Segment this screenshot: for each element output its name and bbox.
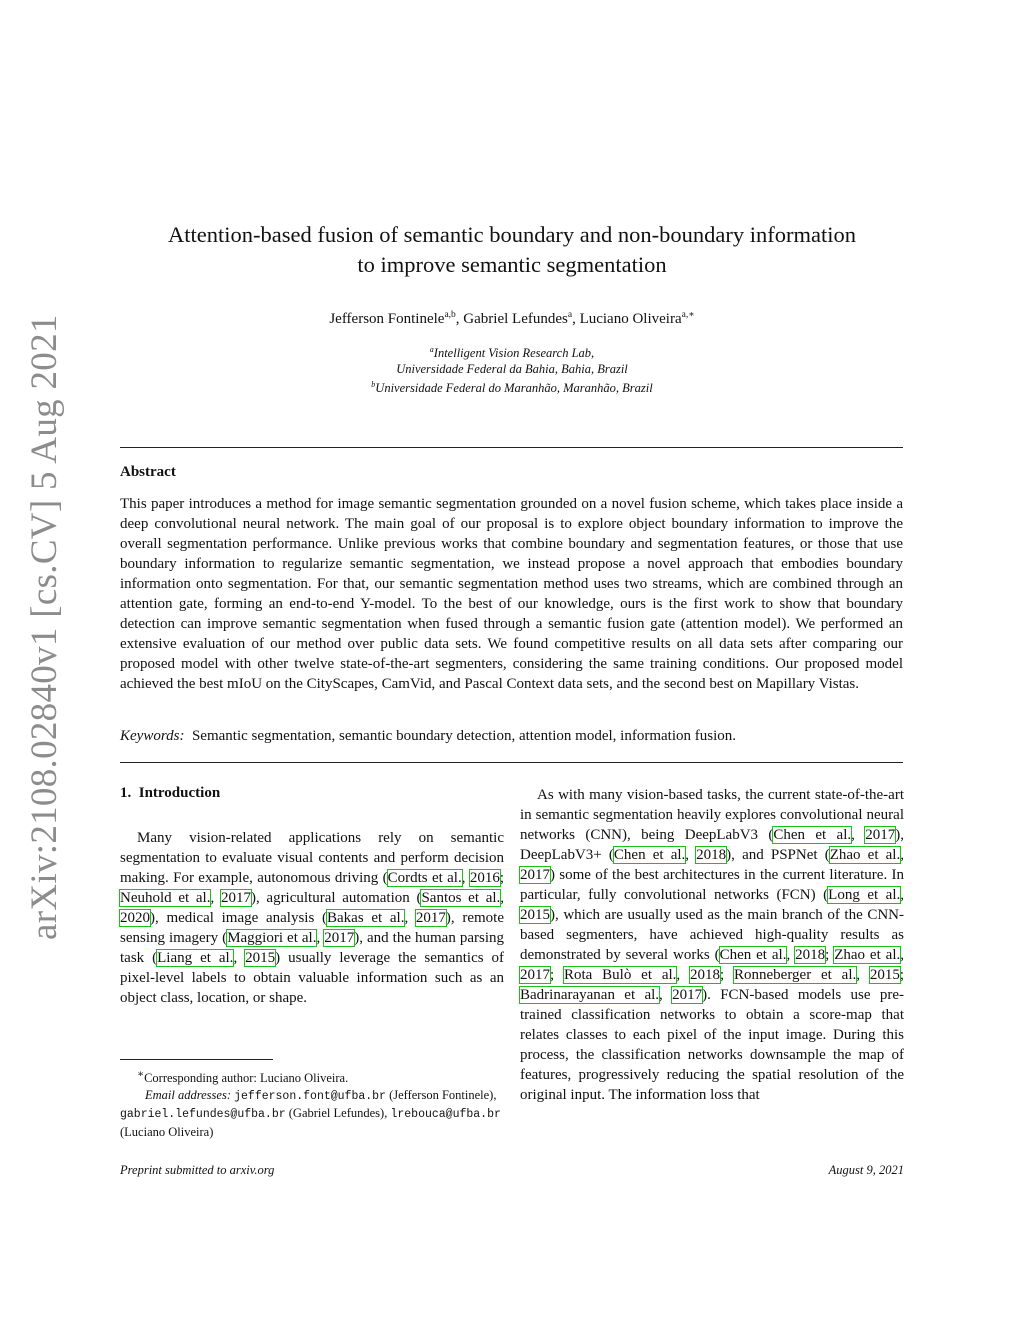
citation-link[interactable]: Ronneberger et al.	[734, 967, 857, 983]
keywords	[120, 726, 903, 746]
email-link[interactable]: jefferson.font@ufba.br	[234, 1089, 386, 1103]
footer-preprint: Preprint submitted to arxiv.org	[120, 1163, 275, 1177]
citation-link[interactable]: 2018	[696, 847, 727, 863]
citation-link[interactable]: 2015	[520, 907, 550, 923]
citation-link[interactable]: 2017	[520, 967, 550, 983]
arxiv-identifier: arXiv:2108.02840v1 [cs.CV] 5 Aug 2021	[24, 314, 65, 940]
footnotes	[120, 1067, 504, 1140]
keywords-label: Keywords:	[120, 728, 185, 744]
keywords-text: Semantic segmentation, semantic boundary detection, attention model, information fusion.	[191, 728, 736, 744]
citation-link[interactable]: Badrinarayanan et al.	[520, 987, 660, 1003]
citation-link[interactable]: Long et al.	[828, 887, 901, 903]
citation-link[interactable]: Maggiori et al.	[227, 930, 317, 946]
email-link[interactable]: gabriel.lefundes@ufba.br	[120, 1108, 286, 1122]
citation-link[interactable]: 2020	[120, 910, 150, 926]
citation-link[interactable]: Rota Bulò et al.	[564, 967, 677, 983]
citation-link[interactable]: Liang et al.	[157, 950, 234, 966]
title-line-1: Attention-based fusion of semantic boundary and non-boundary information	[168, 222, 856, 247]
author-affil-marker: a	[567, 310, 573, 320]
citation-link[interactable]: 2018	[795, 947, 826, 963]
author-name: Jefferson Fontinele	[329, 311, 445, 327]
affiliations: $^a$Intelligent Vision Research Lab, Universidade Federal da Bahia, Bahia, Brazil $^b$Universidade Federal do Maranhão, Maranhão, Brazil	[120, 342, 904, 396]
section-title: Introduction	[138, 785, 221, 801]
citation-link[interactable]: Chen et al.	[719, 947, 787, 963]
abstract-text: This paper introduces a method for image semantic segmentation grounded on a novel fusion scheme, which takes place inside a deep convolutional neural network. The main goal of our proposal is to explore object boundary information to improve the overall segmentation performance. Unlike previous works that combine boundary and segmentation features, or those that use boundary information to regularize semantic segmentation, we instead propose a novel approach that embodies boundary information onto segmentation. For that, our semantic segmentation method uses two streams, which are combined through an attention gate, forming an end-to-end Y-model. To the best of our knowledge, ours is the first work to show that boundary detection can improve semantic segmentation when fused through a semantic fusion gate (attention model). We performed an extensive evaluation of our method over public data sets. We found competitive results on all data sets after comparing our proposed model with other twelve state-of-the-art segmenters, considering the same training conditions. Our proposed model achieved the best mIoU on the CityScapes, CamVid, and Pascal Context data sets, and the second best on Mapillary Vistas.	[120, 496, 903, 692]
author-list: Jefferson Fontinele$^{a,b}$, Gabriel Lefundes$^a$, Luciano Oliveira$^{a,∗}$	[329, 310, 695, 327]
intro-paragraph-right: As with many vision-based tasks, the current state-of-the-art in semantic segmentation heavily explores convolutional neural networks (CNN), being DeepLabV3 (Chen et al., 2017), DeepLabV3+ (Chen et al., 2018), and PSPNet (Zhao et al., 2017) some of the best architectures in the current literature. In particular, fully convolutional networks (FCN) (Long et al., 2015), which are usually used as the main branch of the CNN-based segmenters, have achieved high-quality results as demonstrated by several works (Chen et al., 2018; Zhao et al., 2017; Rota Bulò et al., 2018; Ronneberger et al., 2015; Badrinarayanan et al., 2017). FCN-based models use pre-trained classification networks to obtain a score-map that relates classes to each pixel of the input image. During this process, the classification networks downsample the map of features, progressively reducing the spatial resolution of the original input. The information loss that	[520, 787, 905, 1103]
email-link[interactable]: lrebouca@ufba.br	[390, 1108, 501, 1122]
citation-link[interactable]: 2017	[415, 910, 446, 926]
author-name: Luciano Oliveira	[579, 311, 682, 327]
affiliation-a-line-1: Intelligent Vision Research Lab,	[433, 346, 595, 361]
footer-date: August 9, 2021	[828, 1163, 904, 1177]
citation-link[interactable]: Zhao et al.	[829, 847, 901, 863]
citation-link[interactable]: Zhao et al.	[834, 947, 901, 963]
citation-link[interactable]: 2018	[690, 967, 720, 983]
citation-link[interactable]: Neuhold et al.	[120, 890, 211, 906]
intro-paragraph-left: Many vision-related applications rely on semantic segmentation to evaluate visual contents and perform decision making. For example, autonomous driving (Cordts et al., 2016; Neuhold et al., 2017), agricultural automation (Santos et al., 2020), medical image analysis (Bakas et al., 2017), remote sensing imagery (Maggiori et al., 2017), and the human parsing task (Liang et al., 2015) usually leverage the semantics of pixel-level labels to obtain valuable information such as an object class, location, or shape.	[120, 830, 505, 1006]
citation-link[interactable]: 2017	[520, 867, 550, 883]
citation-link[interactable]: 2017	[865, 827, 896, 843]
title-line-2: to improve semantic segmentation	[357, 252, 667, 277]
citation-link[interactable]: 2016	[469, 870, 500, 886]
citation-link[interactable]: Bakas et al.	[327, 910, 405, 926]
citation-link[interactable]: 2017	[672, 987, 703, 1003]
footnote-emails: Email addresses: jefferson.font@ufba.br (Jefferson Fontinele), gabriel.lefundes@ufba.br (Gabriel Lefundes), lrebouca@ufba.br (Luciano Oliveira)	[120, 1087, 501, 1139]
citation-link[interactable]: 2017	[324, 930, 355, 946]
citation-link[interactable]: 2017	[220, 890, 251, 906]
citation-link[interactable]: Chen et al.	[773, 827, 852, 843]
author-name: Gabriel Lefundes	[463, 311, 568, 327]
abstract-heading: Abstract	[120, 464, 176, 480]
citation-link[interactable]: Chen et al.	[613, 847, 686, 863]
author-affil-marker: a,b	[444, 310, 456, 320]
affiliation-b: Universidade Federal do Maranhão, Maranhão, Brazil	[375, 381, 653, 396]
citation-link[interactable]: Santos et al.	[421, 890, 501, 906]
footnote-rule	[120, 1059, 273, 1060]
abstract-top-rule	[120, 447, 903, 448]
abstract-bottom-rule	[120, 762, 903, 763]
paper-title	[120, 220, 904, 280]
affiliation-a-line-2: Universidade Federal da Bahia, Bahia, Brazil	[396, 362, 628, 377]
citation-link[interactable]: 2015	[869, 967, 900, 983]
footnote-corresponding: ∗Corresponding author: Luciano Oliveira.	[137, 1069, 349, 1086]
citation-link[interactable]: Cordts et al.	[387, 870, 462, 886]
section-heading: 1. Introduction	[120, 785, 221, 801]
citation-link[interactable]: 2015	[245, 950, 276, 966]
author-affil-marker: a,∗	[681, 310, 695, 320]
